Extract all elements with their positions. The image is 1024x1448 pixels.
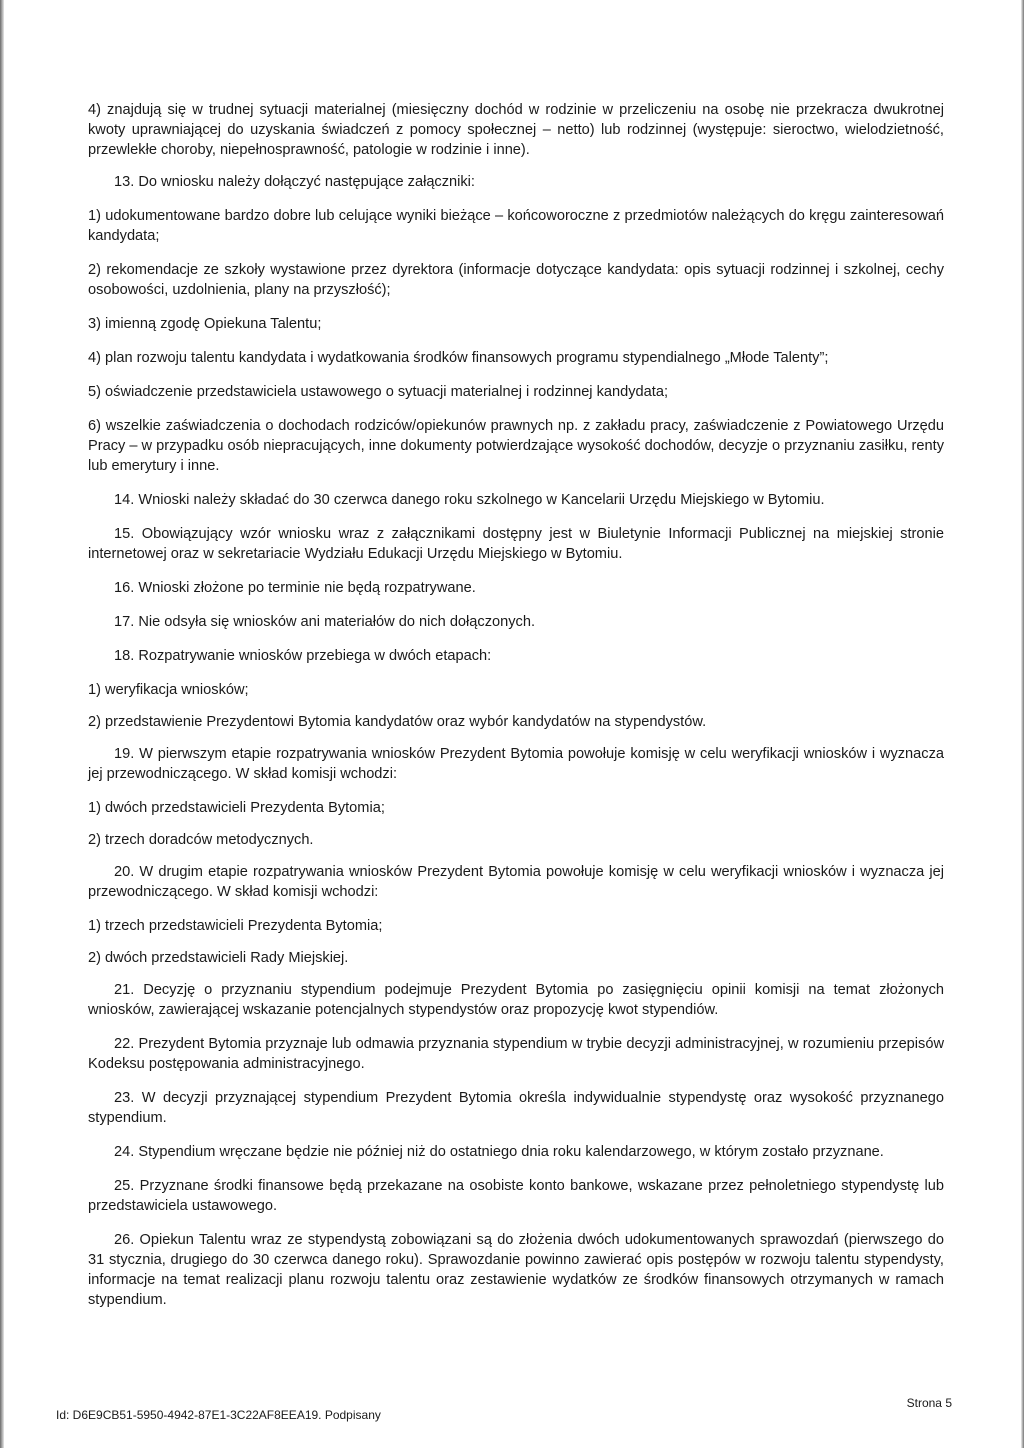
section-14: 14. Wnioski należy składać do 30 czerwca danego roku szkolnego w Kancelarii Urzędu Miejskiego w Bytomiu.	[114, 492, 825, 508]
section-25: 25. Przyznane środki finansowe będą przekazane na osobiste konto bankowe, wskazane przez pełnoletniego stypendystę lub przedstawiciela ustawowego.	[88, 1178, 944, 1214]
committee1-item-2: 2) trzech doradców metodycznych.	[88, 832, 314, 848]
section-23: 23. W decyzji przyznającej stypendium Prezydent Bytomia określa indywidualnie stypendystę oraz wysokość przyznanego stypendium.	[88, 1090, 944, 1126]
section-15: 15. Obowiązujący wzór wniosku wraz z załącznikami dostępny jest w Biuletynie Informacji Publicznej na miejskiej stronie internetowej oraz w sekretariacie Wydziału Edukacji Urzędu Miejskiego w Bytomiu.	[88, 526, 944, 562]
section-18: 18. Rozpatrywanie wniosków przebiega w dwóch etapach:	[114, 648, 492, 664]
attachment-item-6: 6) wszelkie zaświadczenia o dochodach rodziców/opiekunów prawnych np. z zakładu pracy, zaświadczenie z Powiatowego Urzędu Pracy – w przypadku osób niepracujących, inne dokumenty potwierdzające wysokość dochodów, decyzje o przyznaniu zasiłku, renty lub emerytury i inne.	[88, 418, 944, 474]
stage-item-2: 2) przedstawienie Prezydentowi Bytomia kandydatów oraz wybór kandydatów na stypendystów.	[88, 714, 707, 730]
committee2-item-2: 2) dwóch przedstawicieli Rady Miejskiej.	[88, 950, 349, 966]
section-13: 13. Do wniosku należy dołączyć następujące załączniki:	[114, 174, 475, 190]
condition-item-4: 4) znajdują się w trudnej sytuacji materialnej (miesięczny dochód w rodzinie w przeliczeniu na osobę nie przekracza dwukrotnej kwoty uprawniającej do uzyskania świadczeń z pomocy społecznej – netto) lub rodzinnej (występuje: sieroctwo, wielodzietność, przewlekłe choroby, niepełnosprawność, patologie w rodzinie i inne).	[88, 102, 944, 158]
committee1-item-1: 1) dwóch przedstawicieli Prezydenta Bytomia;	[88, 800, 385, 816]
section-26: 26. Opiekun Talentu wraz ze stypendystą zobowiązani są do złożenia dwóch udokumentowanych sprawozdań (pierwszego do 31 stycznia, drugiego do 30 czerwca danego roku). Sprawozdanie powinno zawierać opis postępów w rozwoju talentu stypendysty, informacje na temat realizacji planu rozwoju talentu oraz zestawienie wydatków ze środków finansowych otrzymanych w ramach stypendium.	[88, 1232, 944, 1308]
stage-item-1: 1) weryfikacja wniosków;	[88, 682, 249, 698]
section-22: 22. Prezydent Bytomia przyznaje lub odmawia przyznania stypendium w trybie decyzji administracyjnej, w rozumieniu przepisów Kodeksu postępowania administracyjnego.	[88, 1036, 944, 1072]
section-21: 21. Decyzję o przyznaniu stypendium podejmuje Prezydent Bytomia po zasięgnięciu opinii komisji na temat złożonych wniosków, zawierającej wskazanie potencjalnych stypendystów oraz propozycję kwot stypendiów.	[88, 982, 944, 1018]
attachment-item-4: 4) plan rozwoju talentu kandydata i wydatkowania środków finansowych programu stypendialnego „Młode Talenty”;	[88, 350, 829, 366]
attachment-item-3: 3) imienną zgodę Opiekuna Talentu;	[88, 316, 322, 332]
section-24: 24. Stypendium wręczane będzie nie później niż do ostatniego dnia roku kalendarzowego, w którym zostało przyznane.	[114, 1144, 884, 1160]
scan-edge-left	[0, 0, 4, 1448]
attachment-item-1: 1) udokumentowane bardzo dobre lub celujące wyniki bieżące – końcoworoczne z przedmiotów należących do kręgu zainteresowań kandydata;	[88, 208, 944, 244]
attachment-item-2: 2) rekomendacje ze szkoły wystawione przez dyrektora (informacje dotyczące kandydata: opis sytuacji rodzinnej i szkolnej, cechy osobowości, uzdolnienia, plany na przyszłość);	[88, 262, 944, 298]
section-16: 16. Wnioski złożone po terminie nie będą rozpatrywane.	[114, 580, 476, 596]
document-body	[88, 100, 944, 1324]
section-20: 20. W drugim etapie rozpatrywania wniosków Prezydent Bytomia powołuje komisję w celu weryfikacji wniosków i wyznacza jej przewodniczącego. W skład komisji wchodzi:	[88, 864, 944, 900]
section-17: 17. Nie odsyła się wniosków ani materiałów do nich dołączonych.	[114, 614, 536, 630]
document-id-footer: Id: D6E9CB51-5950-4942-87E1-3C22AF8EEA19. Podpisany	[56, 1408, 381, 1422]
committee2-item-1: 1) trzech przedstawicieli Prezydenta Bytomia;	[88, 918, 383, 934]
attachment-item-5: 5) oświadczenie przedstawiciela ustawowego o sytuacji materialnej i rodzinnej kandydata;	[88, 384, 669, 400]
page-number: Strona 5	[906, 1396, 952, 1410]
section-19: 19. W pierwszym etapie rozpatrywania wniosków Prezydent Bytomia powołuje komisję w celu weryfikacji wniosków i wyznacza jej przewodniczącego. W skład komisji wchodzi:	[88, 746, 944, 782]
